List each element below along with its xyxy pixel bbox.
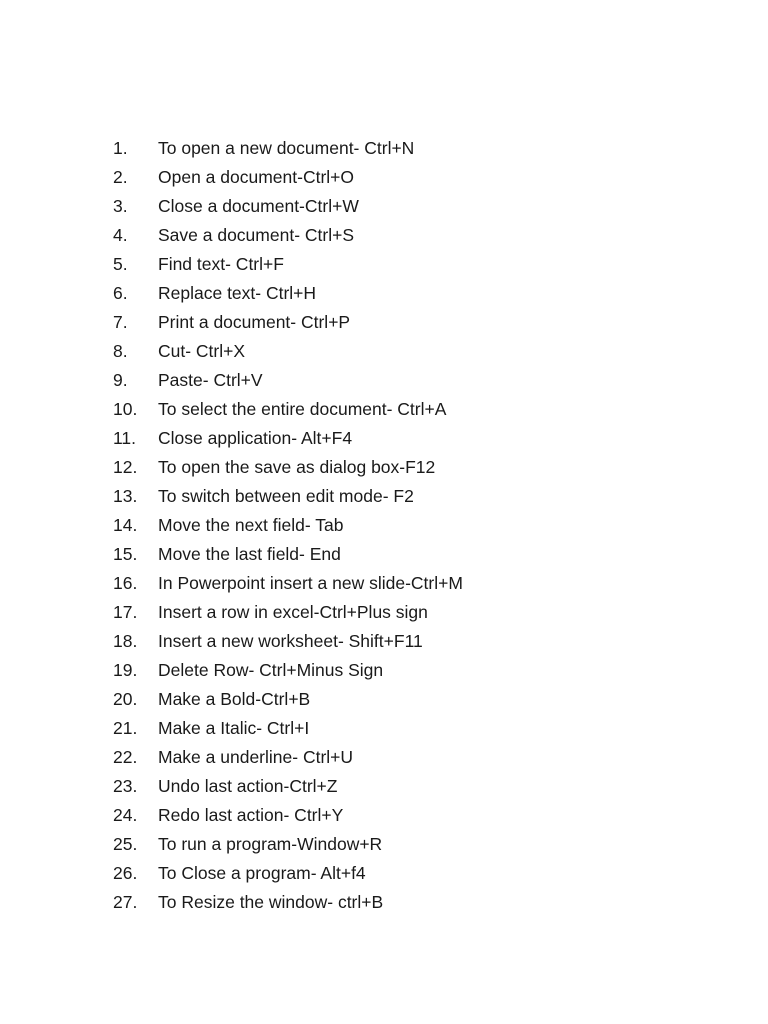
item-text: To Close a program- Alt+f4 xyxy=(158,863,366,883)
item-number: 26. xyxy=(113,863,138,883)
item-number: 7. xyxy=(113,312,128,332)
item-text: To run a program-Window+R xyxy=(158,834,383,854)
item-text: Make a underline- Ctrl+U xyxy=(158,747,354,767)
item-number: 2. xyxy=(113,167,128,187)
item-text: To open a new document- Ctrl+N xyxy=(158,138,415,158)
item-text: Replace text- Ctrl+H xyxy=(158,283,317,303)
item-text: To open the save as dialog box-F12 xyxy=(158,457,436,477)
item-number: 12. xyxy=(113,457,138,477)
item-text: To select the entire document- Ctrl+A xyxy=(158,399,447,419)
item-number: 14. xyxy=(113,515,138,535)
item-number: 3. xyxy=(113,196,128,216)
item-number: 8. xyxy=(113,341,128,361)
item-text: Insert a row in excel-Ctrl+Plus sign xyxy=(158,602,428,622)
item-number: 19. xyxy=(113,660,138,680)
item-number: 9. xyxy=(113,370,128,390)
item-number: 6. xyxy=(113,283,128,303)
item-number: 11. xyxy=(113,428,137,448)
item-text: Open a document-Ctrl+O xyxy=(158,167,354,187)
item-number: 20. xyxy=(113,689,138,709)
item-text: To Resize the window- ctrl+B xyxy=(158,892,384,912)
item-text: Paste- Ctrl+V xyxy=(158,370,263,390)
item-text: Save a document- Ctrl+S xyxy=(158,225,354,245)
item-number: 23. xyxy=(113,776,138,796)
item-text: Make a Bold-Ctrl+B xyxy=(158,689,311,709)
item-number: 18. xyxy=(113,631,138,651)
item-number: 22. xyxy=(113,747,138,767)
item-number: 5. xyxy=(113,254,128,274)
item-text: Print a document- Ctrl+P xyxy=(158,312,351,332)
item-text: Close application- Alt+F4 xyxy=(158,428,353,448)
item-number: 16. xyxy=(113,573,138,593)
item-number: 17. xyxy=(113,602,138,622)
item-number: 4. xyxy=(113,225,128,245)
item-text: Delete Row- Ctrl+Minus Sign xyxy=(158,660,384,680)
item-text: Move the next field- Tab xyxy=(158,515,344,535)
item-text: In Powerpoint insert a new slide-Ctrl+M xyxy=(158,573,463,593)
item-number: 24. xyxy=(113,805,138,825)
item-text: To switch between edit mode- F2 xyxy=(158,486,414,506)
item-text: Insert a new worksheet- Shift+F11 xyxy=(158,631,423,651)
item-text: Redo last action- Ctrl+Y xyxy=(158,805,344,825)
item-text: Close a document-Ctrl+W xyxy=(158,196,359,216)
item-number: 15. xyxy=(113,544,138,564)
item-number: 21. xyxy=(113,718,138,738)
item-text: Cut- Ctrl+X xyxy=(158,341,246,361)
item-text: Make a Italic- Ctrl+I xyxy=(158,718,310,738)
item-number: 1. xyxy=(113,138,128,158)
item-text: Undo last action-Ctrl+Z xyxy=(158,776,338,796)
item-number: 10. xyxy=(113,399,138,419)
item-number: 25. xyxy=(113,834,138,854)
item-text: Find text- Ctrl+F xyxy=(158,254,284,274)
item-text: Move the last field- End xyxy=(158,544,341,564)
item-number: 27. xyxy=(113,892,138,912)
item-number: 13. xyxy=(113,486,138,506)
